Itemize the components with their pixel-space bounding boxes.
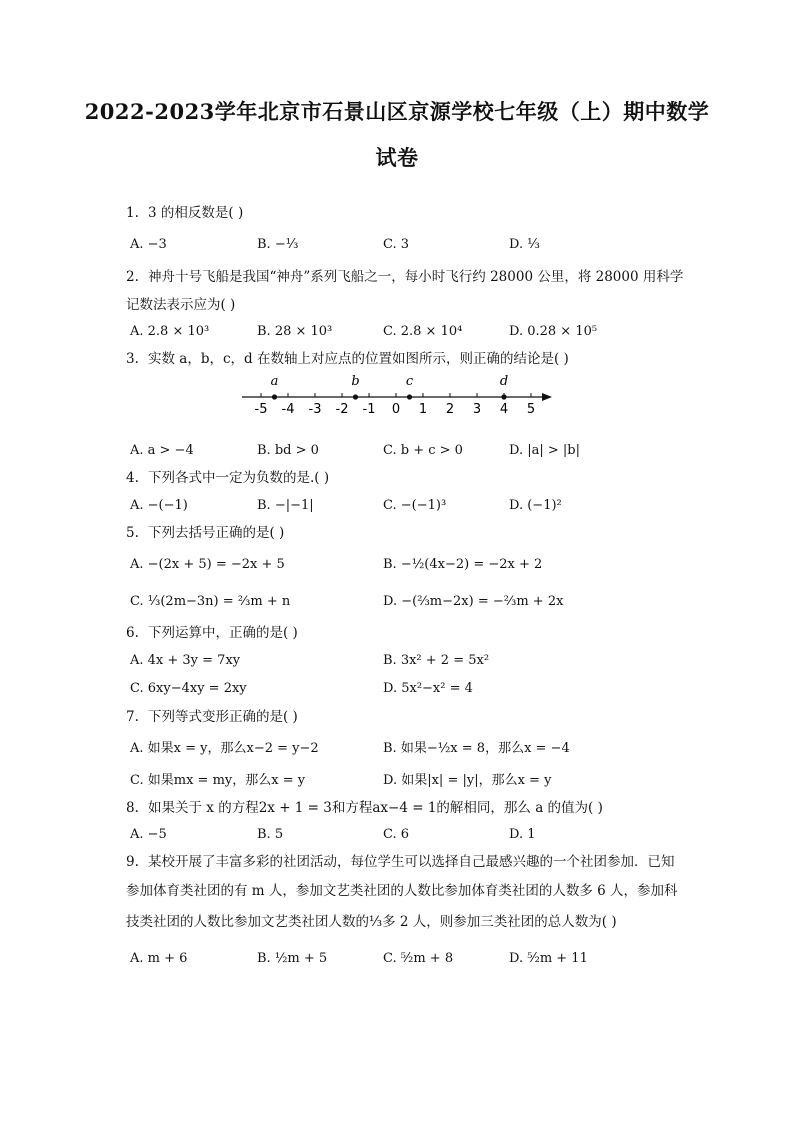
question-1 [126,204,243,222]
question-number: 2. [126,269,139,285]
question-7 [126,708,298,726]
question-number: 9. [126,854,139,870]
question-number: 5. [126,525,139,541]
question-6 [126,624,298,642]
number-line-tick-label: -2 [335,402,349,417]
option-a: A. −3 [130,237,167,252]
option-b: B. 28 × 10³ [257,324,333,339]
option-c: C. −(−1)³ [383,498,447,513]
number-line-point-b [353,394,358,399]
question-text: 下列运算中，正确的是( ) [148,625,298,641]
option-a: A. −(−1) [130,498,188,513]
option-a: A. m + 6 [130,951,188,966]
question-text: 下列去括号正确的是( ) [148,525,285,541]
option-c: C. b + c > 0 [383,443,463,458]
number-line-tick-label: 3 [472,402,482,417]
option-c: C. 6xy−4xy = 2xy [130,681,247,696]
option-b: B. 3x² + 2 = 5x² [383,653,490,668]
option-a: A. −(2x + 5) = −2x + 5 [130,557,285,572]
question-text-continued: 参加体育类社团的有 m 人，参加文艺类社团的人数比参加体育类社团的人数多 6 人，参加科 [126,883,678,899]
question-number: 6. [126,625,139,641]
question-text-continued: 记数法表示应为( ) [126,297,236,313]
number-line-tick-label: -5 [254,402,268,417]
option-d: D. 如果|x| = |y|，那么x = y [383,773,552,788]
option-d: D. ⅓ [509,237,540,252]
option-b: B. bd > 0 [257,443,319,458]
option-b: B. 5 [257,827,284,842]
number-line-figure [238,368,558,420]
question-4 [126,469,329,487]
page-title-line2: 试卷 [375,145,419,170]
question-text: 神舟十号飞船是我国“神舟”系列飞船之一，每小时飞行约 28000 公里，将 28000 用科学 [148,269,684,285]
question-5 [126,524,284,542]
option-c: C. 如果mx = my，那么x = y [130,773,306,788]
option-d: D. (−1)² [509,498,562,513]
option-b: B. −½(4x−2) = −2x + 2 [383,557,543,572]
option-a: A. a > −4 [130,443,194,458]
question-text: 3 的相反数是( ) [148,205,244,221]
option-c: C. 6 [383,827,410,842]
number-line-tick-label: 5 [526,402,536,417]
option-a: A. 4x + 3y = 7xy [130,653,241,668]
number-line-tick-label: 0 [391,402,401,417]
number-line-point-label: c [405,374,414,389]
question-text: 下列各式中一定为负数的是.( ) [148,470,330,486]
number-line-tick-label: -1 [362,402,376,417]
number-line-point-c [407,394,412,399]
question-3 [126,350,569,368]
option-c: C. ⁵⁄₂m + 8 [383,951,454,966]
question-text: 如果关于 x 的方程2x + 1 = 3和方程ax−4 = 1的解相同，那么 a 的值为( ) [148,800,603,816]
option-c: C. ⅓(2m−3n) = ⅔m + n [130,594,291,609]
question-text-continued: 技类社团的人数比参加文艺类社团人数的⅓多 2 人，则参加三类社团的总人数为( ) [126,914,617,930]
option-b: B. −⅓ [257,237,299,252]
number-line-tick-label: -4 [281,402,295,417]
number-line-tick-label: 1 [418,402,428,417]
number-line-point-label: a [270,374,279,389]
option-d: D. ⁵⁄₂m + 11 [509,951,588,966]
question-8 [126,799,603,817]
number-line-tick-label: -3 [308,402,322,417]
question-text: 实数 a，b，c，d 在数轴上对应点的位置如图所示，则正确的结论是( ) [148,351,569,367]
number-line-point-label: b [351,374,360,389]
option-d: D. −(⅔m−2x) = −⅔m + 2x [383,594,564,609]
option-d: D. 1 [509,827,536,842]
question-number: 7. [126,709,139,725]
option-a: A. 如果x = y，那么x−2 = y−2 [130,741,319,756]
question-number: 1. [126,205,139,221]
option-a: A. 2.8 × 10³ [130,324,210,339]
option-b: B. −|−1| [257,498,314,513]
number-line-point-d [501,394,506,399]
number-line-tick-label: 4 [499,402,509,417]
option-c: C. 2.8 × 10⁴ [383,324,463,339]
option-b: B. 如果−½x = 8，那么x = −4 [383,741,570,756]
question-text: 下列等式变形正确的是( ) [148,709,298,725]
question-9 [126,853,675,871]
option-d: D. |a| > |b| [509,443,580,458]
question-2 [126,268,683,286]
question-number: 4. [126,470,139,486]
option-b: B. ½m + 5 [257,951,328,966]
number-line-point-a [272,394,277,399]
option-d: D. 0.28 × 10⁵ [509,324,598,339]
page-title-line1: 2022-2023学年北京市石景山区京源学校七年级（上）期中数学 [84,99,710,124]
option-c: C. 3 [383,237,410,252]
question-text: 某校开展了丰富多彩的社团活动，每位学生可以选择自己最感兴趣的一个社团参加．已知 [148,854,675,870]
number-line-tick-label: 2 [445,402,455,417]
number-line-point-label: d [499,374,509,389]
number-line-arrow [542,393,552,401]
question-number: 8. [126,800,139,816]
question-number: 3. [126,351,139,367]
option-d: D. 5x²−x² = 4 [383,681,473,696]
option-a: A. −5 [130,827,167,842]
